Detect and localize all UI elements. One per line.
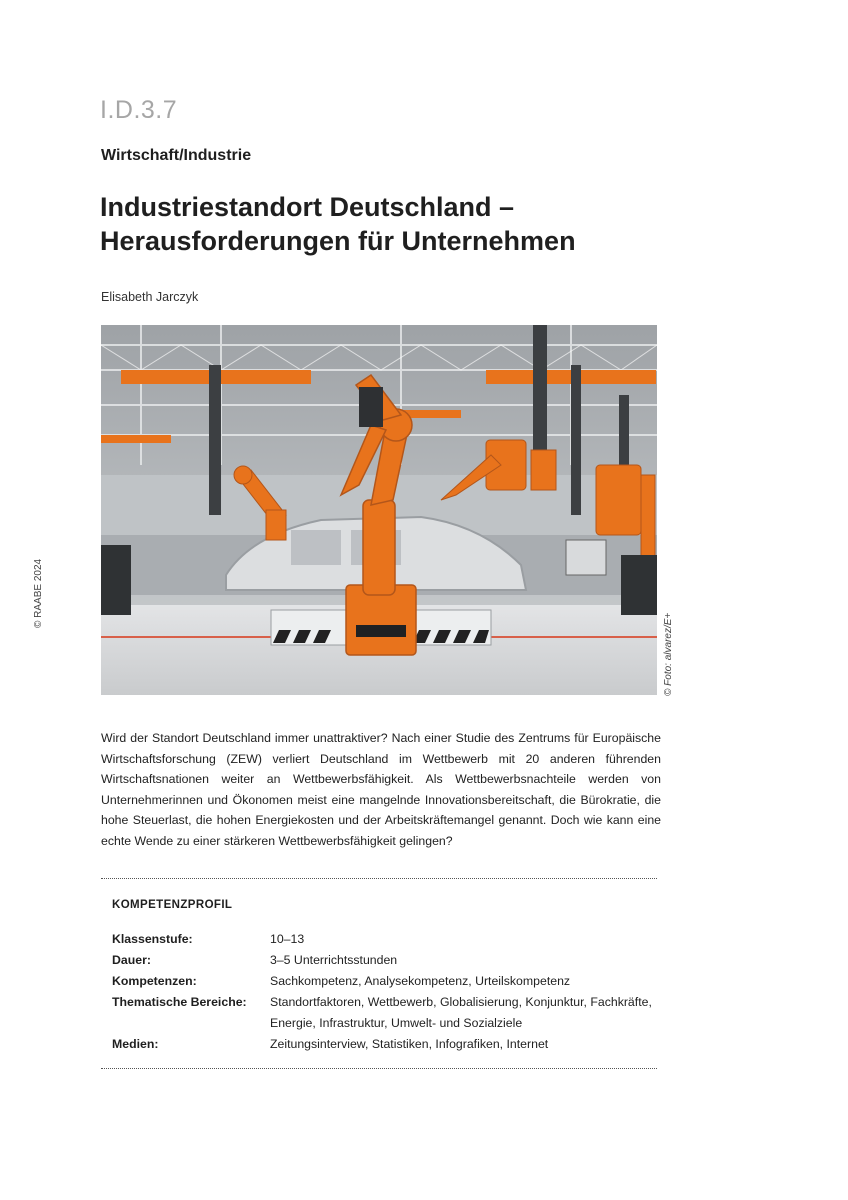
kp-row: [112, 950, 652, 971]
kp-value: Standortfaktoren, Wettbewerb, Globalisierung, Konjunktur, Fachkräfte, Energie, Infrastruktur, Umwelt- und Sozialziele: [270, 995, 652, 1030]
factory-photo: [101, 325, 657, 695]
copyright-note: © RAABE 2024: [33, 558, 44, 628]
title-line-2: Herausforderungen für Unternehmen: [100, 226, 576, 256]
kp-row: [112, 971, 652, 992]
photo-credit: © Foto: alvarez/E+: [663, 612, 674, 696]
kp-label: Klassenstufe:: [112, 932, 193, 946]
title-line-1: Industriestandort Deutschland –: [100, 192, 515, 222]
kompetenzprofil-title: KOMPETENZPROFIL: [112, 899, 233, 911]
kp-value: Zeitungsinterview, Statistiken, Infografiken, Internet: [270, 1037, 549, 1051]
kp-row: [112, 1034, 652, 1055]
kp-value: 3–5 Unterrichtsstunden: [270, 953, 398, 967]
divider-top: [101, 878, 657, 879]
kp-row: [112, 992, 652, 1034]
page-title: [100, 190, 660, 258]
kp-label: Thematische Bereiche:: [112, 995, 247, 1009]
intro-paragraph: Wird der Standort Deutschland immer unattraktiver? Nach einer Studie des Zentrums für Europäische Wirtschaftsforschung (ZEW) verliert Deutschland im Wettbewerb mit 20 anderen führenden Wirtschaftsnationen weiter an Wettbewerbsfähigkeit. Als Wettbewerbsnachteile werden von Unternehmerinnen und Ökonomen meist eine mangelnde Innovationsbereitschaft, die Bürokratie, die hohe Steuerlast, die hohen Energiekosten und der Arbeitskräftemangel genannt. Doch wie kann eine echte Wende zu einer stärkeren Wettbewerbsfähigkeit gelingen?: [101, 731, 661, 848]
kp-value: Sachkompetenz, Analysekompetenz, Urteilskompetenz: [270, 974, 571, 988]
kompetenzprofil-table: [112, 929, 652, 1055]
kp-label: Medien:: [112, 1037, 159, 1051]
divider-bottom: [101, 1068, 657, 1069]
kp-label: Dauer:: [112, 953, 151, 967]
author-name: Elisabeth Jarczyk: [101, 290, 199, 304]
kp-value: 10–13: [270, 932, 305, 946]
kp-row: [112, 929, 652, 950]
kp-label: Kompetenzen:: [112, 974, 197, 988]
subject-heading: Wirtschaft/Industrie: [101, 147, 252, 164]
document-code: I.D.3.7: [100, 96, 178, 124]
